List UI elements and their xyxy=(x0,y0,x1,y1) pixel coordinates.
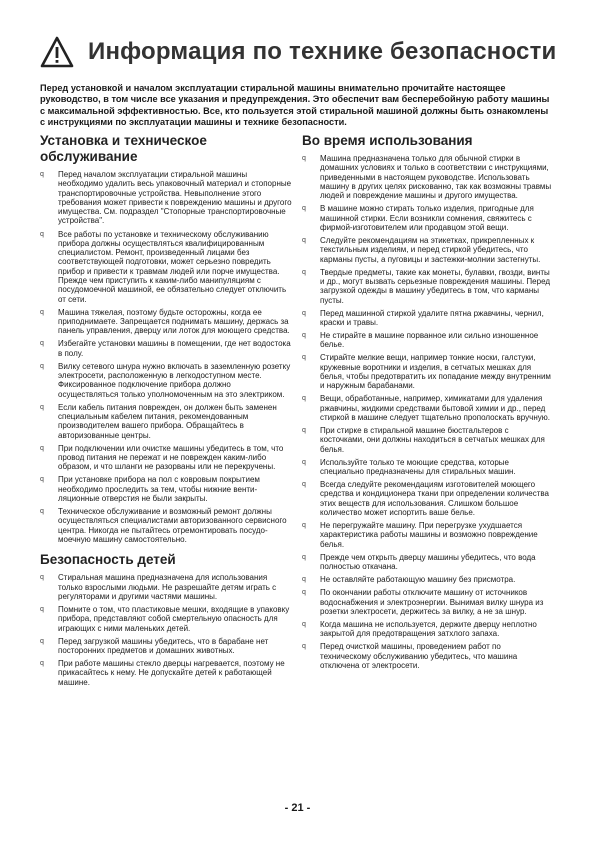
children-list xyxy=(40,573,292,687)
bullet-icon: q xyxy=(40,340,44,348)
bullet-icon: q xyxy=(302,643,306,651)
bullet-icon: q xyxy=(302,621,306,629)
list-item xyxy=(40,308,292,336)
bullet-icon: q xyxy=(40,444,44,452)
warning-triangle-icon xyxy=(40,36,74,68)
bullet-icon: q xyxy=(302,205,306,213)
list-item xyxy=(302,236,554,264)
left-column xyxy=(40,133,292,691)
list-item-text: Прежде чем открыть дверцу машины убедитесь, что вода полностью откачана. xyxy=(320,552,536,572)
list-item-text: Когда машина не используется, держите дверцу неплотно закрытой для предотвращения затхлого запаха. xyxy=(320,620,537,639)
list-item xyxy=(40,444,292,472)
list-item-text: Не перегружайте машину. При перегрузке ухудшается характеристика работы машины и возможно повреждение белья. xyxy=(320,521,538,549)
bullet-icon: q xyxy=(302,458,306,466)
list-item xyxy=(302,204,554,232)
list-item xyxy=(302,575,554,584)
list-item xyxy=(302,426,554,454)
bullet-icon: q xyxy=(302,155,306,162)
list-item-text: Не оставляйте работающую машину без присмотра. xyxy=(320,575,516,585)
bullet-icon: q xyxy=(40,508,44,516)
list-item xyxy=(40,659,292,687)
list-item-text: Перед очисткой машины, проведением работ по техническому обслуживанию убедитесь, что машина отключена от электросети. xyxy=(320,642,518,670)
list-item-text: Перед загрузкой машины убедитесь, что в барабане нет посторонних предметов и домашних животных. xyxy=(58,636,269,656)
bullet-icon: q xyxy=(302,332,306,340)
list-item-text: Стирайте мелкие вещи, например тонкие носки, галстуки, кружевные воротники и изделия, в сетчатых мешках для белья, чтобы предотвратить их попадание между внутренним и наружным барабанами. xyxy=(320,353,551,391)
bullet-icon: q xyxy=(302,268,306,276)
bullet-icon: q xyxy=(302,576,306,584)
list-item xyxy=(40,573,292,601)
list-item xyxy=(302,642,554,670)
list-item-text: Твердые предметы, такие как монеты, булавки, гвозди, винты и др., могут вызвать серьезные повреждения машины. Перед загрузкой одежды в машину убедитесь в том, что карманы пусты. xyxy=(320,267,551,305)
section-heading-children: Безопасность детей xyxy=(40,552,176,568)
bullet-icon: q xyxy=(302,589,306,597)
list-item xyxy=(40,507,292,544)
bullet-icon: q xyxy=(40,308,44,316)
bullet-icon: q xyxy=(40,403,44,411)
bullet-icon: q xyxy=(40,606,44,614)
installation-list xyxy=(40,170,292,544)
bullet-icon: q xyxy=(40,574,44,582)
list-item-text: По окончании работы отключите машину от источников водоснабжения и электроэнергии. Вынимая вилку шнура из розетки электросети, держитесь за вилку, а не за шнур. xyxy=(320,588,544,616)
usage-list xyxy=(302,154,554,670)
bullet-icon: q xyxy=(302,236,306,244)
list-item xyxy=(302,353,554,390)
list-item-text: Машина предназначена только для обычной стирки в домашних условиях и только в соответствии с инструкциями, приведенными в настоящем руководстве. Использовать машину в других целях рискованно, так как возможны травмы людей и повреждение машины и другого имущества. xyxy=(320,154,552,201)
list-item xyxy=(40,605,292,633)
list-item-text: При установке прибора на пол с ковровым покрытием необходимо проследить за тем, чтобы нижние венти-ляционные отверстия не были закрыты. xyxy=(58,475,260,504)
bullet-icon: q xyxy=(40,230,44,238)
page-number: - 21 - xyxy=(284,802,311,814)
list-item xyxy=(302,480,554,517)
list-item-text: Перед началом эксплуатации стиральной машины необходимо удалить весь упаковочный материал и стопорные транспортировочные устройства. Невыполнение этого требования может привести к повреждению машины и другого имущества. См. подраздел "Стопорные транспортировочные устройства". xyxy=(58,170,292,226)
bullet-icon: q xyxy=(302,553,306,561)
bullet-icon: q xyxy=(302,395,306,403)
list-item xyxy=(40,230,292,304)
list-item-text: При стирке в стиральной машине бюстгальтеров с косточками, они должны находиться в сетчатых мешках для белья. xyxy=(320,426,545,454)
list-item xyxy=(302,553,554,572)
list-item-text: Всегда следуйте рекомендациям изготовителей моющего средства и кондиционера ткани при определении количества этих веществ для использования. Слишком большое количество может испортить ваше белье. xyxy=(320,480,549,518)
list-item xyxy=(302,154,554,200)
list-item xyxy=(302,458,554,477)
list-item xyxy=(40,362,292,399)
right-column xyxy=(302,133,554,674)
list-item xyxy=(302,331,554,350)
bullet-icon: q xyxy=(40,476,44,484)
list-item-text: Не стирайте в машине порванное или сильно изношенное белье. xyxy=(320,331,539,350)
list-item xyxy=(302,394,554,422)
list-item-text: Стиральная машина предназначена для использования только взрослыми людьми. Не разрешайте детям играть с регуляторами и другими частями машины. xyxy=(58,573,277,601)
bullet-icon: q xyxy=(40,171,44,178)
list-item-text: Вещи, обработанные, например, химикатами для удаления ржавчины, жидкими средствами бытовой химии и др., перед стиркой в машине следует тщательно прополоскать вручную. xyxy=(320,394,550,422)
intro-paragraph: Перед установкой и началом эксплуатации стиральной машины внимательно прочитайте настоящее руководство, в том числе все указания и предупреждения. Это обеспечит вам бесперебойную работу машины с максимальной эффективностью. Все, кто пользуется этой стиральной машиной должны быть ознакомлены с инструкциями по эксплуатации машины и технике безопасности. xyxy=(40,83,550,128)
list-item xyxy=(40,170,292,226)
list-item-text: Используйте только те моющие средства, которые специально предназначены для стиральных машин. xyxy=(320,457,516,477)
list-item-text: При работе машины стекло дверцы нагревается, поэтому не прикасайтесь к нему. Не допускайте детей к работающей машине. xyxy=(58,659,285,687)
list-item-text: Перед машинной стиркой удалите пятна ржавчины, чернил, краски и травы. xyxy=(320,308,544,327)
list-item xyxy=(302,309,554,328)
list-item xyxy=(302,620,554,639)
list-item-text: Если кабель питания поврежден, он должен быть заменен специальным кабелем питания, рекомендованным производителем вашего прибора. Обращайтесь в авторизованные центры. xyxy=(58,402,277,440)
page-header xyxy=(40,34,560,74)
list-item-text: Следуйте рекомендациям на этикетках, прикрепленных к текстильным изделиям, и перед стиркой убедитесь, что карманы пусты, а пуговицы и застежки-молнии застегнуты. xyxy=(320,235,541,264)
list-item-text: Машина тяжелая, поэтому будьте осторожны, когда ее приподнимаете. Запрещается поднимать машину, держась за панель управления, дверцу или лоток для моющего средства. xyxy=(58,307,290,336)
section-heading-installation: Установка и техническое обслуживание xyxy=(40,133,207,164)
list-item-text: Все работы по установке и техническому обслуживанию прибора должны осуществляться квалифицированным специалистом. Ремонт, произведенный лицами без соответствующей подготовки, может серьезно повредить прибор и привести к травмам людей или порче имущества. Прежде чем приступить к каким-либо манипуляциям с посудомоечной машиной, ее обязательно следует отключить от сети. xyxy=(58,229,287,304)
bullet-icon: q xyxy=(40,637,44,645)
bullet-icon: q xyxy=(40,660,44,668)
list-item xyxy=(40,637,292,656)
bullet-icon: q xyxy=(40,362,44,370)
list-item xyxy=(302,521,554,549)
list-item xyxy=(40,339,292,358)
list-item xyxy=(40,475,292,503)
list-item-text: При подключении или очистке машины убедитесь в том, что провод питания не пережат и не поврежден каким-либо образом, и что шланги не разорваны или не перекручены. xyxy=(58,443,284,472)
page-title: Информация по технике безопасности xyxy=(88,38,557,65)
list-item-text: В машине можно стирать только изделия, пригодные для машинной стирки. Если возникли сомнения, свяжитесь с фирмой-изготовителем или продавцом этой вещи. xyxy=(320,204,534,232)
list-item xyxy=(40,403,292,440)
bullet-icon: q xyxy=(302,354,306,362)
bullet-icon: q xyxy=(302,522,306,530)
list-item xyxy=(302,268,554,305)
list-item-text: Вилку сетевого шнура нужно включать в заземленную розетку электросети, расположенную в легкодоступном месте. Фиксированное подключение прибора должно осуществляться только уполномоченным на это электриком. xyxy=(58,361,291,399)
bullet-icon: q xyxy=(302,309,306,317)
list-item xyxy=(302,588,554,616)
bullet-icon: q xyxy=(302,481,306,489)
list-item-text: Техническое обслуживание и возможный ремонт должны осуществляться специалистами авторизованного сервисного центра. Никогда не пытайтесь отремонтировать посудо-моечную машину самостоятельно. xyxy=(58,507,287,545)
section-heading-usage: Во время использования xyxy=(302,133,473,148)
list-item-text: Избегайте установки машины в помещении, где нет водостока в полу. xyxy=(58,339,291,358)
list-item-text: Помните о том, что пластиковые мешки, входящие в упаковку прибора, представляют собой смертельную опасность для играющих с ними маленьких детей. xyxy=(58,605,290,633)
bullet-icon: q xyxy=(302,427,306,435)
